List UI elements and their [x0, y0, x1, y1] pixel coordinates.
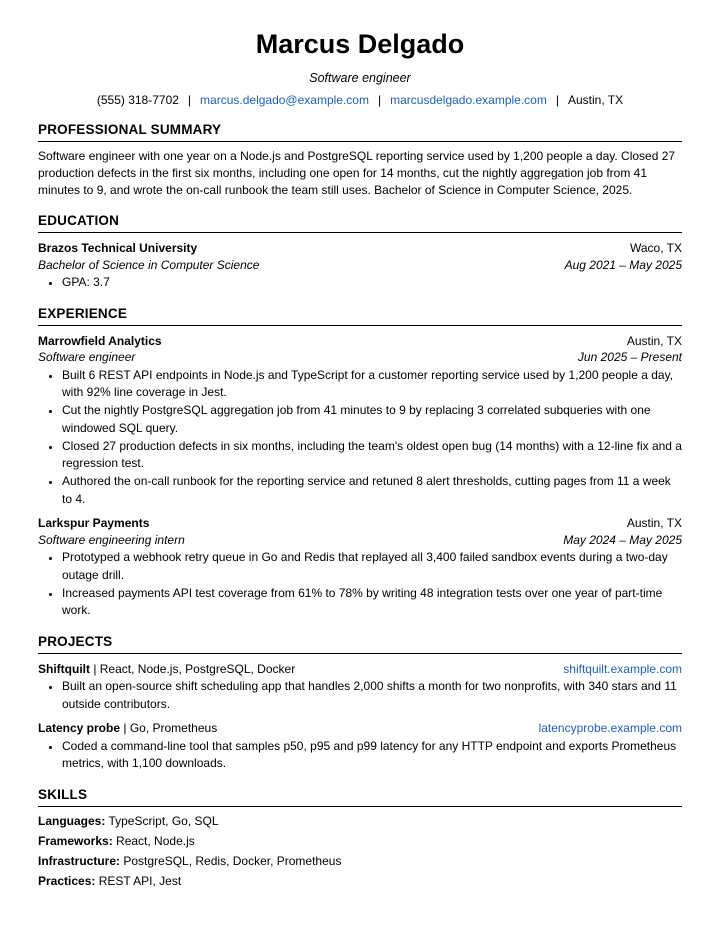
- skill-label: Languages:: [38, 813, 106, 828]
- project-stack: | React, Node.js, PostgreSQL, Docker: [89, 661, 296, 676]
- email-link[interactable]: marcus.delgado@example.com: [200, 93, 369, 107]
- job-dates: May 2024 – May 2025: [563, 532, 682, 547]
- bullet-item: • Increased payments API test coverage from 61% to 78% by writing 48 integration tests over one year of part-time work.: [61, 585, 682, 620]
- skill-label: Infrastructure:: [38, 853, 121, 868]
- skill-label: Practices:: [38, 873, 96, 888]
- job-entry: [38, 515, 682, 620]
- projects-section: [38, 634, 682, 773]
- company-name: Marrowfield Analytics: [38, 333, 162, 348]
- section-heading: PROFESSIONAL SUMMARY: [38, 122, 682, 142]
- project-link[interactable]: latencyprobe.example.com: [538, 721, 682, 735]
- job-bullets: [38, 549, 682, 620]
- skills-list: [38, 811, 682, 891]
- school-location: Waco, TX: [629, 241, 682, 255]
- education-bullets: [38, 274, 682, 292]
- skill-row: [38, 851, 682, 871]
- job-bullets: [38, 367, 682, 509]
- section-heading: EDUCATION: [38, 213, 682, 233]
- experience-section: [38, 306, 682, 620]
- bullet-item: • GPA: 3.7: [61, 274, 682, 292]
- skill-row: [38, 831, 682, 851]
- project-bullets: [38, 678, 682, 713]
- skill-value: TypeScript, Go, SQL: [105, 813, 219, 828]
- job-location: Austin, TX: [626, 333, 682, 348]
- project-entry: [38, 661, 682, 714]
- company-name: Larkspur Payments: [38, 516, 150, 530]
- skill-value: PostgreSQL, Redis, Docker, Prometheus: [120, 853, 342, 868]
- project-link[interactable]: shiftquilt.example.com: [563, 661, 682, 676]
- location: Austin, TX: [567, 93, 624, 107]
- job-dates: Jun 2025 – Present: [577, 350, 682, 364]
- contact-separator: |: [377, 93, 382, 107]
- job-role: Software engineering intern: [38, 532, 185, 547]
- contact-line: [38, 92, 682, 108]
- job-role: Software engineer: [38, 350, 136, 364]
- skill-value: REST API, Jest: [95, 873, 182, 888]
- contact-separator: |: [187, 93, 192, 107]
- bullet-item: • Authored the on-call runbook for the reporting service and retuned 8 alert thresholds, cutting pages from 11 a week to 4.: [61, 473, 682, 508]
- bullet-item: • Prototyped a webhook retry queue in Go and Redis that replayed all 3,400 failed sandbox events during a two-day outage drill.: [61, 549, 682, 584]
- contact-separator: |: [555, 93, 559, 107]
- candidate-name: Marcus Delgado: [255, 29, 465, 59]
- education-dates: Aug 2021 – May 2025: [564, 257, 682, 272]
- phone-number: (555) 318-7702: [96, 93, 179, 107]
- bullet-item: • Coded a command-line tool that samples p50, p95 and p99 latency for any HTTP endpoint and exports Prometheus metrics, with 1,100 downloads.: [61, 738, 682, 773]
- skill-row: [38, 811, 682, 831]
- summary-section: [38, 122, 682, 199]
- summary-text: Software engineer with one year on a Node.js and PostgreSQL reporting service used by 1,200 people a day. Closed 27 production defects in the first six months, including one open for 14 months, cut the nightly aggregation job from 41 minutes to 9, and wrote the on-call runbook the team still uses. Bachelor of Science in Computer Science, 2025.: [38, 149, 676, 197]
- bullet-item: • Built an open-source shift scheduling app that handles 2,000 shifts a month for two nonprofits, with 340 stars and 11 outside contributors.: [61, 678, 682, 713]
- section-heading: SKILLS: [38, 787, 682, 807]
- section-heading: PROJECTS: [38, 634, 682, 654]
- bullet-item: • Built 6 REST API endpoints in Node.js and TypeScript for a customer reporting service used by 1,200 people a day, with 92% line coverage in Jest.: [61, 367, 682, 402]
- school-name: Brazos Technical University: [38, 241, 198, 255]
- education-section: [38, 213, 682, 292]
- candidate-title: Software engineer: [309, 71, 411, 85]
- bullet-item: • Closed 27 production defects in six months, including the team's oldest open bug (14 months) with a 12-line fix and a regression test.: [61, 438, 682, 473]
- project-name: Shiftquilt: [38, 661, 90, 676]
- education-entry: [38, 240, 682, 292]
- website-link[interactable]: marcusdelgado.example.com: [390, 93, 547, 107]
- job-location: Austin, TX: [626, 516, 682, 530]
- skill-value: React, Node.js: [112, 833, 195, 848]
- job-entry: [38, 333, 682, 509]
- degree: Bachelor of Science in Computer Science: [38, 257, 260, 272]
- skill-row: [38, 871, 682, 891]
- skill-label: Frameworks:: [38, 833, 113, 848]
- project-stack: | Go, Prometheus: [120, 721, 218, 735]
- project-bullets: [38, 738, 682, 773]
- section-heading: EXPERIENCE: [38, 306, 682, 326]
- skills-section: [38, 787, 682, 891]
- bullet-item: • Cut the nightly PostgreSQL aggregation job from 41 minutes to 9 by replacing 3 correlated subqueries with one windowed SQL query.: [61, 402, 682, 437]
- project-entry: [38, 720, 682, 773]
- project-name: Latency probe: [38, 721, 121, 735]
